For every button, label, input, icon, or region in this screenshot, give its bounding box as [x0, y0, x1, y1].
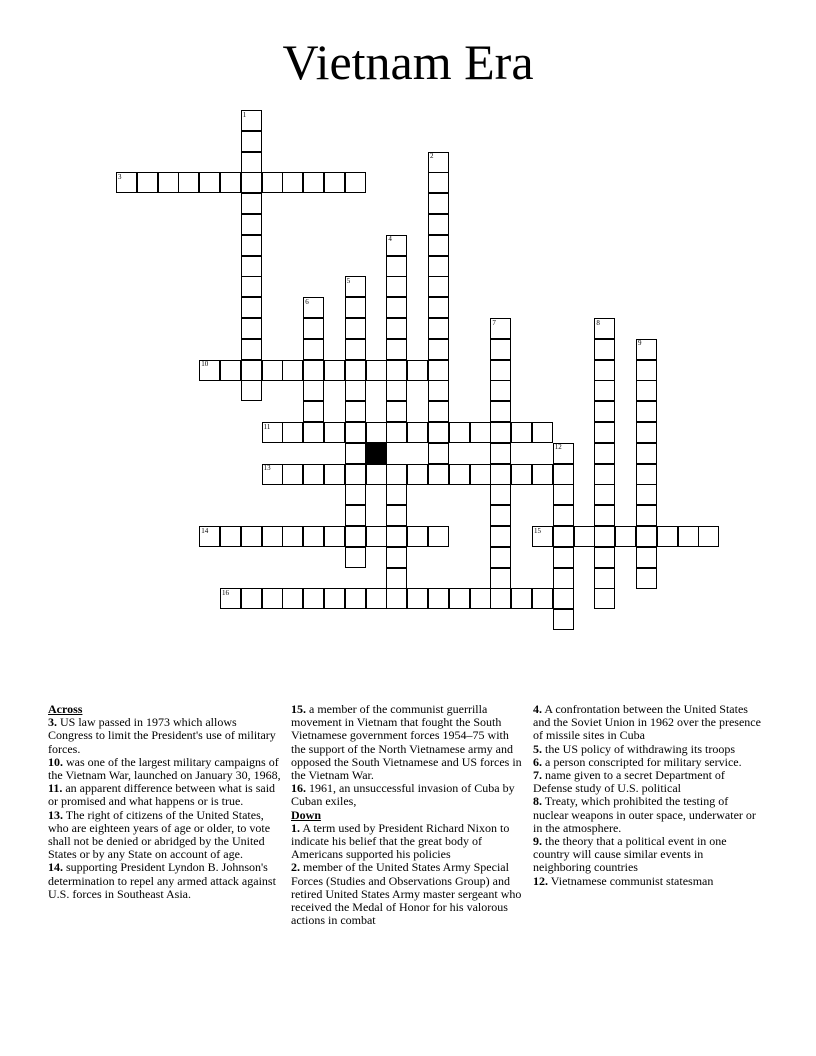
grid-cell[interactable] [428, 193, 449, 214]
grid-cell[interactable] [345, 401, 366, 422]
clue-number-3: 3 [118, 172, 122, 181]
grid-cell[interactable] [262, 588, 283, 609]
grid-cell[interactable] [428, 464, 449, 485]
grid-cell[interactable] [386, 464, 407, 485]
grid-cell[interactable] [345, 547, 366, 568]
grid-cell[interactable] [428, 297, 449, 318]
grid-cell[interactable] [345, 526, 366, 547]
clue-down-9: 9. the theory that a political event in one country will cause similar events in neighboring countries [533, 834, 727, 875]
grid-cell[interactable] [532, 464, 553, 485]
clue-across-14: 14. supporting President Lyndon B. Johnson's determination to repel any armed attack against U.S. forces in Southeast Asia. [48, 860, 276, 901]
grid-cell[interactable] [428, 588, 449, 609]
grid-cell[interactable] [241, 318, 262, 339]
grid-cell[interactable] [386, 360, 407, 381]
down-heading: Down [291, 807, 322, 822]
grid-cell[interactable] [241, 360, 262, 381]
grid-cell[interactable] [345, 276, 366, 297]
clues-column-2 [291, 703, 523, 927]
grid-cell[interactable] [345, 588, 366, 609]
grid-cell[interactable] [282, 360, 303, 381]
grid-cell[interactable] [449, 588, 470, 609]
grid-cell[interactable] [262, 360, 283, 381]
grid-cell[interactable] [532, 588, 553, 609]
grid-cell[interactable] [553, 568, 574, 589]
grid-cell[interactable] [428, 276, 449, 297]
grid-cell[interactable] [636, 443, 657, 464]
clue-number-14: 14 [201, 526, 209, 535]
grid-cell[interactable] [428, 172, 449, 193]
grid-cell[interactable] [303, 401, 324, 422]
grid-cell[interactable] [303, 172, 324, 193]
grid-cell[interactable] [428, 214, 449, 235]
grid-cell[interactable] [490, 401, 511, 422]
grid-cell[interactable] [366, 422, 387, 443]
grid-cell[interactable] [345, 464, 366, 485]
clue-down-8: 8. Treaty, which prohibited the testing of nuclear weapons in outer space, underwater or in the atmosphere. [533, 794, 756, 835]
clue-number-12: 12 [554, 443, 562, 452]
grid-cell[interactable] [428, 360, 449, 381]
grid-cell[interactable] [366, 464, 387, 485]
grid-cell[interactable] [303, 588, 324, 609]
grid-cell[interactable] [657, 526, 678, 547]
grid-cell[interactable] [386, 276, 407, 297]
grid-cell[interactable] [241, 235, 262, 256]
page-title: Vietnam Era [282, 34, 534, 90]
grid-cell[interactable] [428, 318, 449, 339]
grid-cell[interactable] [470, 588, 491, 609]
grid-cell[interactable] [241, 339, 262, 360]
grid-cell[interactable] [553, 484, 574, 505]
grid-cell[interactable] [386, 235, 407, 256]
grid-cell[interactable] [324, 464, 345, 485]
grid-cell[interactable] [407, 526, 428, 547]
grid-cell[interactable] [594, 526, 615, 547]
grid-cell[interactable] [386, 297, 407, 318]
clue-down-4: 4. A confrontation between the United States and the Soviet Union in 1962 over the presence of missile sites in Cuba [533, 702, 761, 743]
grid-cell[interactable] [636, 464, 657, 485]
grid-cell[interactable] [241, 172, 262, 193]
grid-cell[interactable] [241, 256, 262, 277]
grid-cell[interactable] [386, 401, 407, 422]
grid-cell[interactable] [594, 360, 615, 381]
grid-cell[interactable] [490, 526, 511, 547]
clue-number-10: 10 [201, 360, 209, 369]
clue-number-7: 7 [492, 318, 496, 327]
grid-cell[interactable] [553, 609, 574, 630]
grid-cell[interactable] [282, 422, 303, 443]
clue-number-2: 2 [430, 152, 434, 161]
grid-cell[interactable] [282, 588, 303, 609]
grid-cell[interactable] [345, 339, 366, 360]
grid-cell[interactable] [553, 464, 574, 485]
grid-cell[interactable] [220, 360, 241, 381]
clue-across-13: 13. The right of citizens of the United States, who are eighteen years of age or older, to vote shall not be denied or abridged by the United States or by any State on account of age. [48, 807, 271, 862]
grid-cell[interactable] [241, 276, 262, 297]
clues-column-1 [48, 703, 283, 901]
grid-cell[interactable] [490, 360, 511, 381]
grid-cell[interactable] [553, 443, 574, 464]
grid-cell[interactable] [636, 339, 657, 360]
grid-cell[interactable] [574, 526, 595, 547]
grid-cell[interactable] [428, 380, 449, 401]
clue-number-6: 6 [305, 297, 309, 306]
grid-cell[interactable] [303, 360, 324, 381]
clue-down-5: 5. the US policy of withdrawing its troops [533, 741, 735, 756]
grid-cell[interactable] [386, 256, 407, 277]
grid-cell[interactable] [345, 484, 366, 505]
grid-cell[interactable] [158, 172, 179, 193]
grid-cell[interactable] [532, 526, 553, 547]
grid-cell[interactable] [199, 526, 220, 547]
grid-cell[interactable] [490, 443, 511, 464]
grid-cell[interactable] [490, 484, 511, 505]
clue-across-10: 10. was one of the largest military campaigns of the Vietnam War, launched on January 30, 1968, [48, 754, 281, 783]
grid-cell[interactable] [220, 588, 241, 609]
grid-cell[interactable] [262, 422, 283, 443]
grid-cell[interactable] [428, 526, 449, 547]
clue-number-11: 11 [263, 422, 271, 431]
grid-cell[interactable] [594, 380, 615, 401]
grid-cell[interactable] [698, 526, 719, 547]
grid-cell[interactable] [678, 526, 699, 547]
grid-cell[interactable] [345, 318, 366, 339]
grid-cell[interactable] [490, 464, 511, 485]
grid-cell[interactable] [241, 588, 262, 609]
grid-cell[interactable] [407, 464, 428, 485]
grid-cell[interactable] [345, 422, 366, 443]
grid-cell[interactable] [594, 568, 615, 589]
clue-across-11: 11. an apparent difference between what is said or promised and what happens or is true. [48, 781, 276, 809]
clue-down-12: 12. Vietnamese communist statesman [533, 873, 714, 888]
grid-cell[interactable] [241, 380, 262, 401]
grid-cell[interactable] [220, 526, 241, 547]
grid-cell[interactable] [137, 172, 158, 193]
grid-cell[interactable] [324, 588, 345, 609]
grid-cell[interactable] [553, 526, 574, 547]
grid-cell[interactable] [241, 193, 262, 214]
grid-cell[interactable] [324, 526, 345, 547]
grid-cell[interactable] [636, 360, 657, 381]
grid-cell[interactable] [594, 422, 615, 443]
grid-cell[interactable] [366, 360, 387, 381]
grid-cell[interactable] [594, 547, 615, 568]
grid-cell[interactable] [594, 339, 615, 360]
grid-cell[interactable] [532, 422, 553, 443]
grid-cell[interactable] [449, 422, 470, 443]
grid-cell[interactable] [490, 422, 511, 443]
grid-cell[interactable] [636, 526, 657, 547]
grid-cell[interactable] [345, 360, 366, 381]
grid-cell[interactable] [345, 505, 366, 526]
grid-cell[interactable] [553, 547, 574, 568]
clue-number-16: 16 [222, 588, 229, 597]
clue-number-9: 9 [638, 339, 642, 348]
grid-cell[interactable] [282, 526, 303, 547]
grid-cell[interactable] [303, 526, 324, 547]
grid-cell[interactable] [594, 443, 615, 464]
grid-cell[interactable] [615, 526, 636, 547]
grid-cell[interactable] [636, 547, 657, 568]
grid-cell[interactable] [490, 339, 511, 360]
grid-cell[interactable] [636, 505, 657, 526]
grid-cell[interactable] [407, 360, 428, 381]
grid-cell[interactable] [303, 422, 324, 443]
grid-cell[interactable] [178, 172, 199, 193]
clue-number-1: 1 [242, 110, 247, 119]
grid-cell[interactable] [490, 588, 511, 609]
clue-down-7: 7. name given to a secret Department of Defense study of U.S. political [533, 768, 725, 796]
grid-cell[interactable] [594, 505, 615, 526]
grid-cell[interactable] [262, 172, 283, 193]
grid-cell[interactable] [428, 235, 449, 256]
grid-cell[interactable] [345, 443, 366, 464]
grid-cell[interactable] [324, 172, 345, 193]
clue-across-3: 3. US law passed in 1973 which allows Congress to limit the President's use of military forces. [48, 715, 276, 756]
grid-cell[interactable] [470, 422, 491, 443]
grid-cell[interactable] [594, 464, 615, 485]
grid-cell[interactable] [241, 131, 262, 152]
grid-cell[interactable] [490, 380, 511, 401]
grid-cell[interactable] [324, 422, 345, 443]
grid-cell[interactable] [636, 401, 657, 422]
grid-cell[interactable] [386, 588, 407, 609]
grid-cell[interactable] [199, 172, 220, 193]
grid-cell[interactable] [428, 443, 449, 464]
grid-cell[interactable] [636, 422, 657, 443]
clue-number-5: 5 [346, 276, 351, 285]
grid-cell[interactable] [241, 526, 262, 547]
grid-cell[interactable] [386, 505, 407, 526]
grid-cell[interactable] [241, 110, 262, 131]
grid-cell[interactable] [366, 588, 387, 609]
grid-cell[interactable] [386, 547, 407, 568]
grid-cell[interactable] [386, 339, 407, 360]
grid-cell[interactable] [241, 152, 262, 173]
grid-cell[interactable] [366, 526, 387, 547]
clues-column-3 [533, 703, 761, 888]
clue-number-13: 13 [263, 464, 271, 473]
grid-cell[interactable] [220, 172, 241, 193]
grid-cell[interactable] [428, 339, 449, 360]
grid-cell[interactable] [407, 422, 428, 443]
grid-cell[interactable] [386, 484, 407, 505]
grid-cell[interactable] [386, 318, 407, 339]
grid-cell[interactable] [511, 422, 532, 443]
grid-cell[interactable] [428, 422, 449, 443]
grid-cell[interactable] [511, 588, 532, 609]
grid-block [366, 443, 387, 464]
grid-cell[interactable] [262, 464, 283, 485]
grid-cell[interactable] [490, 547, 511, 568]
grid-cell[interactable] [407, 588, 428, 609]
grid-cell[interactable] [594, 588, 615, 609]
grid-cell[interactable] [386, 380, 407, 401]
clue-number-8: 8 [596, 318, 600, 327]
grid-cell[interactable] [511, 464, 532, 485]
grid-cell[interactable] [470, 464, 491, 485]
grid-cell[interactable] [303, 318, 324, 339]
grid-cell[interactable] [490, 505, 511, 526]
grid-cell[interactable] [303, 464, 324, 485]
grid-cell[interactable] [428, 401, 449, 422]
grid-cell[interactable] [282, 172, 303, 193]
grid-cell[interactable] [449, 464, 470, 485]
grid-cell[interactable] [636, 484, 657, 505]
grid-cell[interactable] [241, 297, 262, 318]
clue-number-15: 15 [534, 526, 541, 535]
grid-cell[interactable] [428, 152, 449, 173]
grid-cell[interactable] [116, 172, 137, 193]
grid-cell[interactable] [428, 256, 449, 277]
grid-cell[interactable] [594, 318, 615, 339]
grid-cell[interactable] [636, 568, 657, 589]
clue-down-6: 6. a person conscripted for military service. [533, 754, 742, 769]
grid-cell[interactable] [303, 297, 324, 318]
grid-cell[interactable] [636, 380, 657, 401]
grid-cell[interactable] [553, 505, 574, 526]
grid-cell[interactable] [303, 380, 324, 401]
grid-cell[interactable] [303, 339, 324, 360]
grid-cell[interactable] [282, 464, 303, 485]
grid-cell[interactable] [345, 380, 366, 401]
clue-across-15: 15. a member of the communist guerrilla movement in Vietnam that fought the South Vietnamese government forces 1954–75 with the support of the North Vietnamese army and opposed the South Vietnamese and US forces in the Vietnam War. [291, 702, 522, 783]
grid-cell[interactable] [345, 172, 366, 193]
grid-cell[interactable] [386, 568, 407, 589]
clue-across-16: 16. 1961, an unsuccessful invasion of Cuba by Cuban exiles, [291, 781, 515, 809]
grid-cell[interactable] [199, 360, 220, 381]
grid-cell[interactable] [324, 360, 345, 381]
clue-down-1: 1. A term used by President Richard Nixon to indicate his belief that the great body of Americans supported his policies [291, 820, 510, 862]
grid-cell[interactable] [262, 526, 283, 547]
grid-cell[interactable] [490, 318, 511, 339]
grid-cell[interactable] [490, 568, 511, 589]
clue-number-4: 4 [388, 235, 392, 244]
grid-cell[interactable] [386, 422, 407, 443]
grid-cell[interactable] [241, 214, 262, 235]
grid-cell[interactable] [594, 484, 615, 505]
grid-cell[interactable] [594, 401, 615, 422]
grid-cell[interactable] [345, 297, 366, 318]
clue-down-2: 2. member of the United States Army Special Forces (Studies and Observations Group) and retired United States Army master sergeant who received the Medal of Honor for his valorous actions in combat [291, 860, 522, 928]
grid-cell[interactable] [553, 588, 574, 609]
grid-cell[interactable] [386, 526, 407, 547]
across-heading: Across [48, 702, 83, 716]
